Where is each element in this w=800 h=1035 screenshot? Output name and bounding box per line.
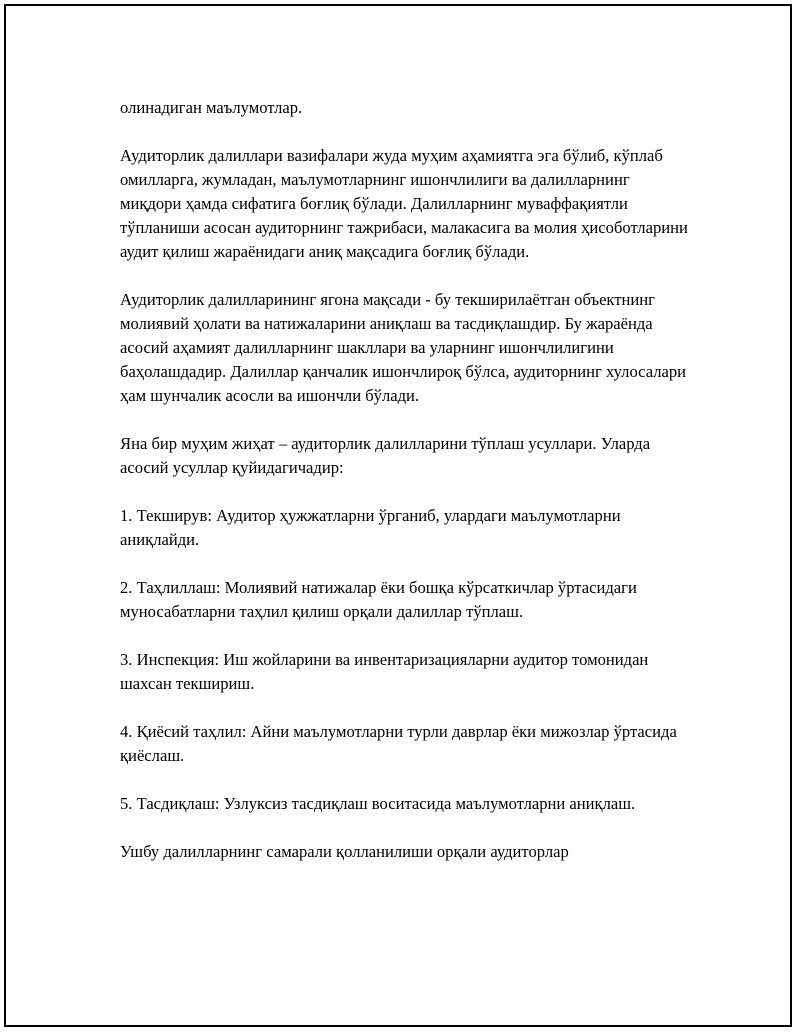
document-body [120,96,688,888]
document-page [4,4,792,1027]
list-item-inspection: 3. Инспекция: Иш жойларини ва инвентаризацияларни аудитор томонидан шахсан текшириш. [120,650,649,693]
paragraph-collection-methods: Яна бир муҳим жиҳат – аудиторлик далилларини тўплаш усуллари. Уларда асосий усуллар қуйидагичадир: [120,434,651,477]
paragraph-evidence-purpose: Аудиторлик далилларининг ягона мақсади - бу текширилаётган объектнинг молиявий ҳолати ва натижаларини аниқлаш ва тасдиқлашдир. Бу жараёнда асосий аҳамият далилларнинг шакллари ва уларнинг ишончлилигини баҳолашдадир. Далиллар қанчалик ишончлироқ бўлса, аудиторнинг хулосалари ҳам шунчалик асосли ва ишончли бўлади. [120,290,687,405]
list-item-analysis: 2. Таҳлиллаш: Молиявий натижалар ёки бошқа кўрсаткичлар ўртасидаги муносабатларни таҳлил қилиш орқали далиллар тўплаш. [120,578,637,621]
list-item-inspection-of-documents: 1. Текширув: Аудитор ҳужжатларни ўрганиб, улардаги маълумотларни аниқлайди. [120,506,621,549]
paragraph-final-fragment: Ушбу далилларнинг самарали қолланилиши орқали аудиторлар [120,842,569,861]
list-item-confirmation: 5. Тасдиқлаш: Узлуксиз тасдиқлаш воситасида маълумотларни аниқлаш. [120,794,636,813]
paragraph-continuation: олинадиган маълумотлар. [120,98,303,117]
list-item-comparative-analysis: 4. Қиёсий таҳлил: Айни маълумотларни турли даврлар ёки мижозлар ўртасида қиёслаш. [120,722,677,765]
paragraph-evidence-functions: Аудиторлик далиллари вазифалари жуда муҳим аҳамиятга эга бўлиб, кўплаб омилларга, жумладан, маълумотларнинг ишончлилиги ва далилларнинг миқдори ҳамда сифатига боғлиқ бўлади. Далилларнинг муваффақиятли тўпланиши асосан аудиторнинг тажрибаси, малакасига ва молия ҳисоботларини аудит қилиш жараёнидаги аниқ мақсадига боғлиқ бўлади. [120,146,688,261]
